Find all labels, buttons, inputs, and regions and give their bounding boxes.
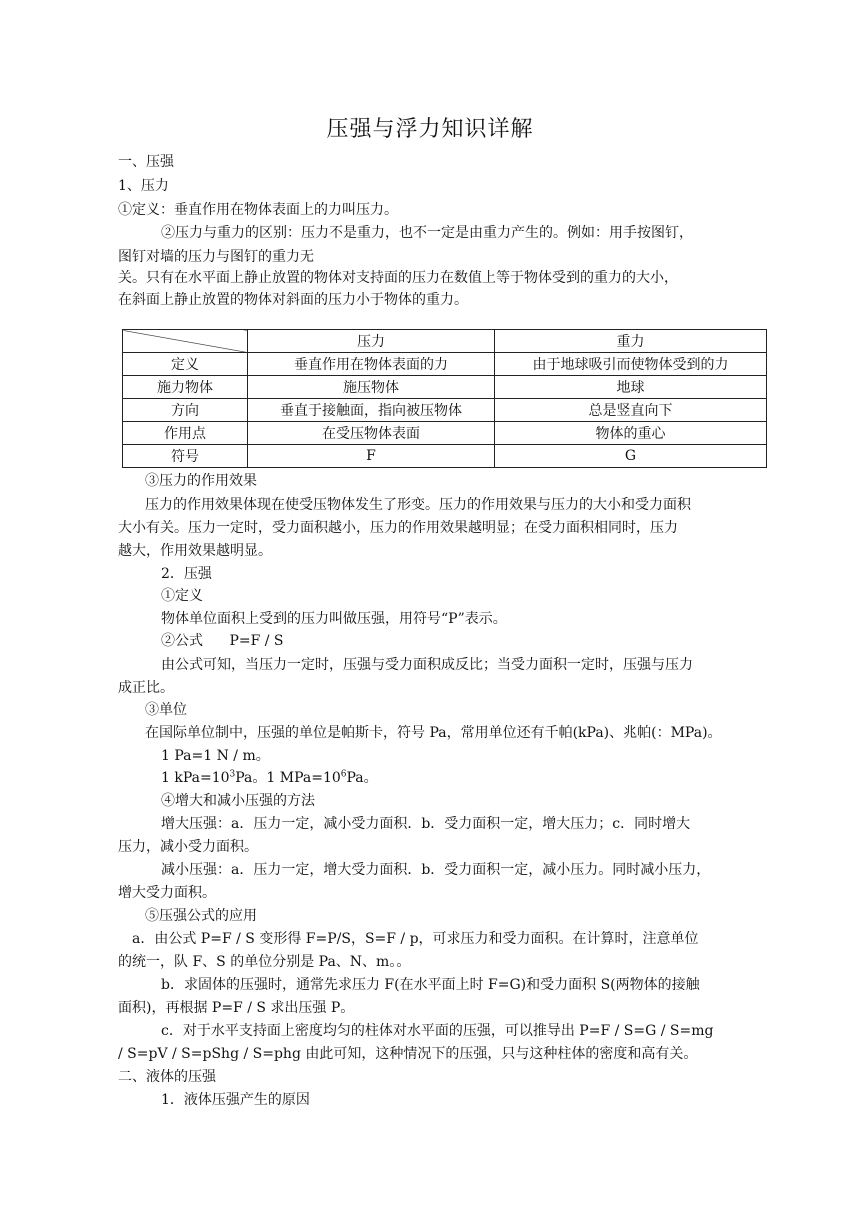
paragraph-line: 成正比。 (118, 680, 174, 696)
paragraph-line: 的统一，队 F、S 的单位分别是 Pa、N、m。。 (118, 954, 411, 970)
paragraph-line: ①定义：垂直作用在物体表面上的力叫压力。 (118, 202, 398, 218)
unit-text: 1 kPa=10 (161, 770, 230, 786)
subsection-heading: 1．液体压强产生的原因 (161, 1092, 310, 1108)
paragraph-line: 大小有关。压力一定时，受力面积越小，压力的作用效果越明显；在受力面积相同时，压力 (118, 520, 678, 536)
table-cell: 施压物体 (248, 376, 495, 399)
paragraph-line: a．由公式 P=F / S 变形得 F=P/S，S=F / p，可求压力和受力面积。在计算时，注意单位 (132, 931, 699, 947)
paragraph-line: 压力的作用效果体现在使受压物体发生了形变。压力的作用效果与压力的大小和受力面积 (145, 497, 691, 513)
table-cell: 由于地球吸引而使物体受到的力 (495, 353, 767, 376)
paragraph-heading: ①定义 (161, 588, 203, 604)
paragraph-line: 1 Pa=1 N / m。 (161, 748, 270, 764)
page-title: 压强与浮力知识详解 (326, 117, 534, 142)
table-row (123, 422, 767, 445)
unit-text: Pa。 (346, 770, 378, 786)
table-header-cell: 压力 (248, 330, 495, 353)
table-row-label: 符号 (123, 445, 248, 468)
table-cell: F (248, 445, 495, 468)
table-cell: 总是竖直向下 (495, 399, 767, 422)
paragraph-line: 压力，减小受力面积。 (118, 839, 258, 855)
table-row-label: 方向 (123, 399, 248, 422)
table-header-cell: 重力 (495, 330, 767, 353)
formula-line (161, 632, 284, 650)
paragraph-heading: ③压力的作用效果 (145, 473, 257, 489)
table-cell: G (495, 445, 767, 468)
comparison-table (122, 329, 767, 468)
formula: P=F / S (229, 633, 284, 649)
paragraph-line: c．对于水平支持面上密度均匀的柱体对水平面的压强，可以推导出 P=F / S=G / S=mg (161, 1023, 714, 1039)
table-row (123, 376, 767, 399)
section-heading: 一、压强 (118, 154, 174, 170)
paragraph-line: 由公式可知，当压力一定时，压强与受力面积成反比；当受力面积一定时，压强与压力 (161, 657, 693, 673)
paragraph-line: / S=pV / S=pShg / S=phg 由此可知，这种情况下的压强，只与这种柱体的密度和高有关。 (118, 1046, 698, 1062)
table-row-label: 作用点 (123, 422, 248, 445)
table-row-label: 施力物体 (123, 376, 248, 399)
formula-label: ②公式 (161, 633, 203, 649)
subsection-heading: 1、压力 (118, 178, 169, 194)
paragraph-line: 关。只有在水平面上静止放置的物体对支持面的压力在数值上等于物体受到的重力的大小， (118, 270, 678, 286)
exponent: 3 (229, 769, 236, 780)
exponent: 6 (340, 769, 347, 780)
paragraph-line: 增大压强：a．压力一定，减小受力面积．b．受力面积一定，增大压力；c．同时增大 (161, 816, 691, 832)
table-row (123, 399, 767, 422)
table-cell: 垂直于接触面，指向被压物体 (248, 399, 495, 422)
paragraph-line: ②压力与重力的区别：压力不是重力，也不一定是由重力产生的。例如：用手按图钉， (161, 225, 693, 241)
table-cell: 垂直作用在物体表面的力 (248, 353, 495, 376)
paragraph-line: 在斜面上静止放置的物体对斜面的压力小于物体的重力。 (118, 292, 468, 308)
paragraph-heading: ③单位 (145, 702, 187, 718)
paragraph-line: 物体单位面积上受到的压力叫做压强，用符号“P”表示。 (161, 611, 507, 627)
table-cell: 物体的重心 (495, 422, 767, 445)
paragraph-line: 面积)，再根据 P=F / S 求出压强 P。 (118, 1000, 355, 1016)
paragraph-line: b．求固体的压强时，通常先求压力 F(在水平面上时 F=G)和受力面积 S(两物体的接触 (161, 977, 700, 993)
paragraph-line: 增大受力面积。 (118, 885, 216, 901)
paragraph-line: 在国际单位制中，压强的单位是帕斯卡，符号 Pa，常用单位还有千帕(kPa)、兆帕(：MPa)。 (145, 725, 722, 741)
table-corner-cell (123, 330, 248, 353)
table-row (123, 445, 767, 468)
section-heading: 二、液体的压强 (118, 1069, 216, 1085)
table-row (123, 353, 767, 376)
paragraph-line: 越大，作用效果越明显。 (118, 543, 272, 559)
subsection-heading: 2．压强 (161, 566, 212, 582)
table-cell: 在受压物体表面 (248, 422, 495, 445)
paragraph-line: 减小压强：a．压力一定，增大受力面积．b．受力面积一定，减小压力。同时减小压力， (161, 862, 711, 878)
paragraph-line: 图钉对墙的压力与图钉的重力无 (118, 249, 314, 265)
unit-conversion-line (161, 769, 378, 787)
paragraph-heading: ④增大和减小压强的方法 (161, 793, 315, 809)
table-row-label: 定义 (123, 353, 248, 376)
paragraph-heading: ⑤压强公式的应用 (145, 908, 257, 924)
table-header-row (123, 330, 767, 353)
table-cell: 地球 (495, 376, 767, 399)
unit-text: Pa。1 MPa=10 (235, 770, 341, 786)
